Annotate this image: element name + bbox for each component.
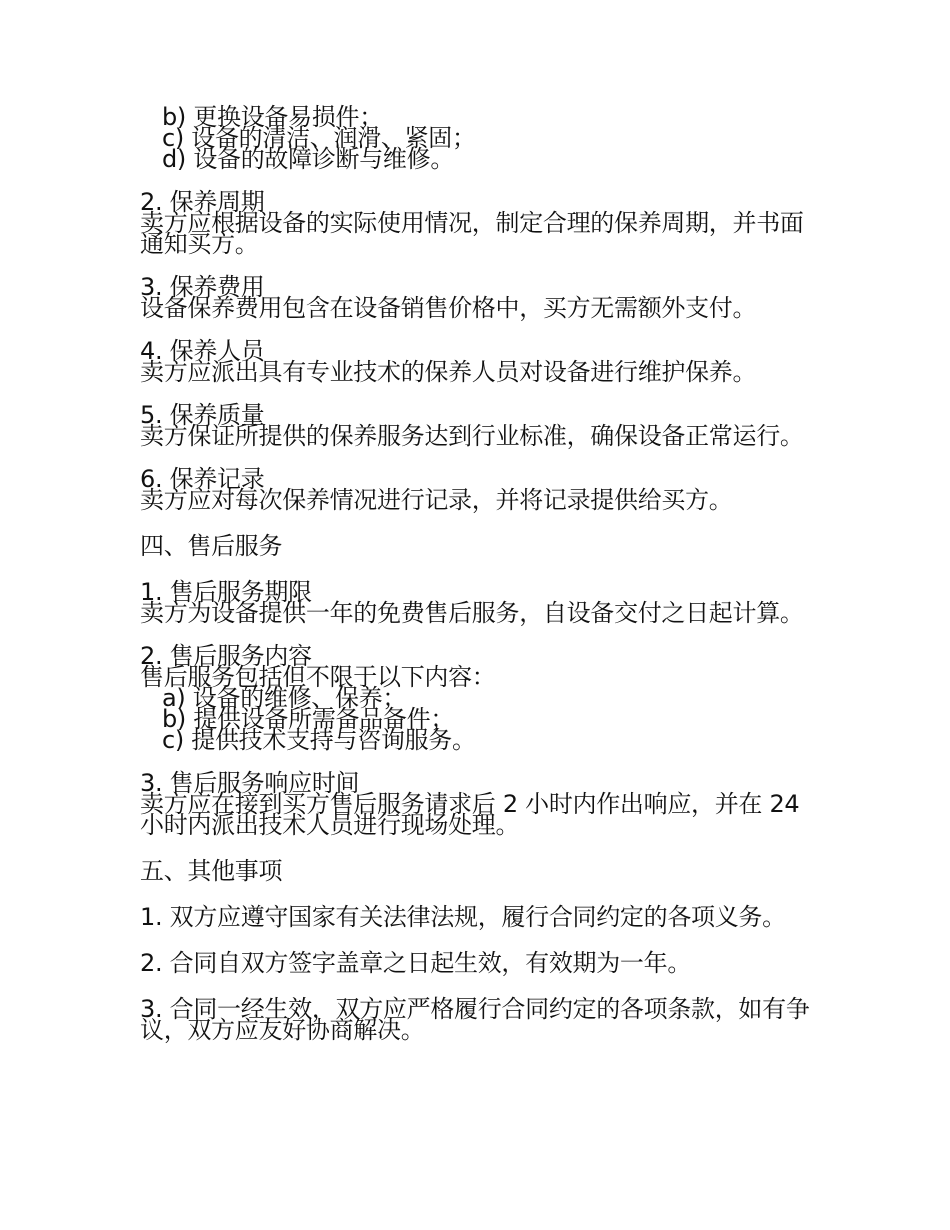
item-text: 卖方应根据设备的实际使用情况，制定合理的保养周期，并书面通知买方。 xyxy=(140,209,804,258)
other-item-3 xyxy=(140,995,820,1044)
item-heading: 2. 售后服务内容 xyxy=(140,642,312,670)
item-text: 卖方应派出具有专业技术的保养人员对设备进行维护保养。 xyxy=(140,358,757,386)
item-maintenance-fee xyxy=(140,273,820,322)
item-after-sales-content xyxy=(140,642,820,754)
other-item-1 xyxy=(140,903,820,931)
item-text: 卖方应在接到买方售后服务请求后 2 小时内作出响应，并在 24 小时内派出技术人员进行现场处理。 xyxy=(140,790,800,839)
item-text: 2. 合同自双方签字盖章之日起生效，有效期为一年。 xyxy=(140,949,692,977)
item-heading: 3. 保养费用 xyxy=(140,273,265,301)
item-text: 3. 合同一经生效，双方应严格履行合同约定的各项条款，如有争议，双方应友好协商解决。 xyxy=(140,995,810,1044)
list-item: c) 设备的清洁、润滑、紧固； xyxy=(162,124,476,152)
item-text: 卖方为设备提供一年的免费售后服务，自设备交付之日起计算。 xyxy=(140,599,804,627)
item-heading: 1. 售后服务期限 xyxy=(140,578,312,606)
item-maintenance-staff xyxy=(140,337,820,386)
item-text: 卖方保证所提供的保养服务达到行业标准，确保设备正常运行。 xyxy=(140,422,804,450)
item-heading: 2. 保养周期 xyxy=(140,188,265,216)
other-item-2 xyxy=(140,949,820,977)
section-title: 四、售后服务 xyxy=(140,532,283,560)
list-item: d) 设备的故障诊断与维修。 xyxy=(162,145,455,173)
item-after-sales-period xyxy=(140,578,820,627)
list-item: b) 提供设备所需备品备件； xyxy=(162,705,455,733)
item-heading: 3. 售后服务响应时间 xyxy=(140,769,360,797)
item-heading: 5. 保养质量 xyxy=(140,401,265,429)
item-maintenance-quality xyxy=(140,401,820,450)
item-intro: 售后服务包括但不限于以下内容： xyxy=(140,663,496,691)
top-list xyxy=(140,103,820,173)
item-text: 卖方应对每次保养情况进行记录，并将记录提供给买方。 xyxy=(140,486,733,514)
document-body xyxy=(140,103,820,1044)
section-title: 五、其他事项 xyxy=(140,857,283,885)
item-heading: 6. 保养记录 xyxy=(140,465,265,493)
list-item: b) 更换设备易损件； xyxy=(162,103,383,131)
item-maintenance-record xyxy=(140,465,820,514)
section-other-matters xyxy=(140,857,820,885)
section-after-sales xyxy=(140,532,820,560)
item-maintenance-cycle xyxy=(140,188,820,258)
item-after-sales-response xyxy=(140,769,820,839)
list-item: c) 提供技术支持与咨询服务。 xyxy=(162,726,476,754)
item-text: 1. 双方应遵守国家有关法律法规，履行合同约定的各项义务。 xyxy=(140,903,786,931)
item-text: 设备保养费用包含在设备销售价格中，买方无需额外支付。 xyxy=(140,294,757,322)
item-heading: 4. 保养人员 xyxy=(140,337,265,365)
list-item: a) 设备的维修、保养； xyxy=(162,684,407,712)
